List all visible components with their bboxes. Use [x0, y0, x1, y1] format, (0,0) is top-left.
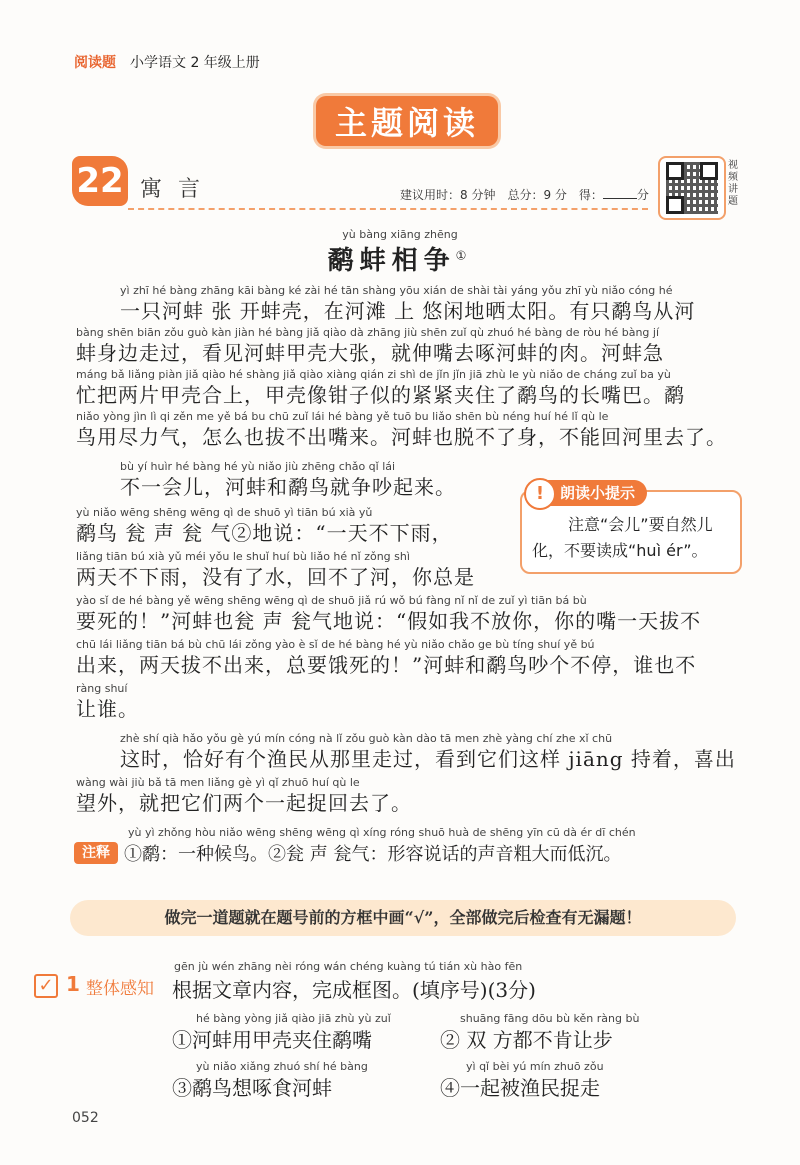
qr-corner-icon	[666, 196, 684, 214]
story-line-text: 让谁。	[76, 697, 139, 721]
story-line-pinyin: liǎng tiān bú xià yǔ méi yǒu le shuǐ huí bù liǎo hé nǐ zǒng shì	[76, 550, 410, 563]
question-checkbox[interactable]: ✓	[34, 974, 58, 998]
header-divider	[128, 208, 648, 210]
story-title	[0, 240, 800, 277]
title-pinyin: yù bàng xiāng zhēng	[342, 228, 458, 241]
story-line-pinyin: ràng shuí	[76, 682, 128, 695]
story-line-text: 这时，恰好有个渔民从那里走过，看到它们这样 jiāng 持着，喜出	[120, 747, 736, 771]
story-line-pinyin: yù niǎo wēng shēng wēng qì de shuō yì tiān bú xià yǔ	[76, 506, 373, 519]
note-pinyin: yù yì zhǒng hòu niǎo wēng shēng wēng qì xíng róng shuō huà de shēng yīn cū dà ér dī chén	[128, 826, 636, 839]
story-line-text: 鹬鸟 瓮 声 瓮 气②地说：“一天不下雨，	[76, 521, 453, 545]
option-3[interactable]: ③鹬鸟想啄食河蚌	[172, 1076, 332, 1100]
story-line-pinyin: zhè shí qià hǎo yǒu gè yú mín cóng nà lǐ zǒu guò kàn dào tā men zhè yàng chí zhe xǐ chū	[120, 732, 613, 745]
story-line	[76, 594, 736, 634]
story-line	[76, 638, 736, 678]
story-line-text: 忙把两片甲壳合上，甲壳像钳子似的紧紧夹住了鹬鸟的长嘴巴。鹬	[76, 383, 685, 407]
story-line	[76, 682, 736, 722]
story-line	[76, 410, 736, 450]
story-line-text: 出来，两天拔不出来，总要饿死的！”河蚌和鹬鸟吵个不停，谁也不	[76, 653, 697, 677]
story-line	[76, 284, 736, 324]
lesson-number-badge	[72, 156, 128, 206]
qr-code[interactable]	[658, 156, 726, 220]
option-4[interactable]: ④一起被渔民捉走	[440, 1076, 600, 1100]
meta-text: 建议用时：8 分钟 总分：9 分 得：	[400, 188, 603, 202]
lesson-meta	[400, 186, 649, 203]
story-line-text: 一只河蚌 张 开蚌壳，在河滩 上 悠闲地晒太阳。有只鹬鸟从河	[120, 299, 696, 323]
story-line-pinyin: máng bǎ liǎng piàn jiǎ qiào hé shàng jiǎ qiào xiàng qián zi shì de jǐn jǐn jiā zhù le yù niǎo de cháng zuǐ ba yù	[76, 368, 671, 381]
story-line-text: 望外，就把它们两个一起捉回去了。	[76, 791, 412, 815]
meta-unit: 分	[636, 188, 649, 202]
exclamation-icon: !	[524, 478, 556, 510]
story-line	[76, 550, 496, 590]
story-line	[76, 776, 736, 816]
lesson-number: 22	[76, 161, 124, 201]
story-line-pinyin: niǎo yòng jìn lì qi zěn me yě bá bu chū zuǐ lái hé bàng yě tuō bu liǎo shēn bù néng huí hé lǐ qù le	[76, 410, 609, 423]
story-line	[76, 506, 496, 546]
story-line-text: 不一会儿，河蚌和鹬鸟就争吵起来。	[120, 475, 456, 499]
note-text: ①鹬：一种候鸟。②瓮 声 瓮气：形容说话的声音粗大而低沉。	[124, 844, 622, 865]
story-line-text: 两天不下雨，没有了水，回不了河，你总是	[76, 565, 475, 589]
title-note-mark: ①	[455, 248, 473, 263]
tip-text: 注意“会儿”要自然儿化，不要读成“huì ér”。	[532, 515, 713, 560]
qr-corner-icon	[700, 162, 718, 180]
option-1[interactable]: ①河蚌用甲壳夹住鹬嘴	[172, 1028, 372, 1052]
story-line-pinyin: bàng shēn biān zǒu guò kàn jiàn hé bàng jiǎ qiào dà zhāng jiù shēn zuǐ qù zhuó hé bàng de ròu hé bàng jí	[76, 326, 660, 339]
story-line-pinyin: yì zhī hé bàng zhāng kāi bàng ké zài hé tān shàng yōu xián de shài tài yáng yǒu zhī yù niǎo cóng hé	[120, 284, 673, 297]
question-number: 1	[66, 972, 80, 996]
story-line-text: 要死的！”河蚌也瓮 声 瓮气地说：“假如我不放你，你的嘴一天拔不	[76, 609, 702, 633]
option-pinyin: yì qǐ bèi yú mín zhuō zǒu	[466, 1060, 604, 1073]
banner-text: 主题阅读	[334, 104, 479, 142]
title-text: 鹬蚌相争	[327, 246, 456, 276]
page-number: 052	[72, 1110, 99, 1126]
section-tag: 阅读题	[74, 55, 116, 71]
story-line	[76, 460, 496, 500]
story-line-pinyin: bù yí huìr hé bàng hé yù niǎo jiù zhēng chǎo qǐ lái	[120, 460, 396, 473]
story-line-pinyin: chū lái liǎng tiān bá bù chū lái zǒng yào è sǐ de hé bàng hé yù niǎo chǎo ge bù tíng shuí yě bú	[76, 638, 595, 651]
question-type: 整体感知	[86, 979, 154, 999]
option-pinyin: shuāng fāng dōu bù kěn ràng bù	[460, 1012, 640, 1025]
theme-banner	[316, 96, 498, 146]
story-line-text: 鸟用尽力气，怎么也拔不出嘴来。河蚌也脱不了身，不能回河里去了。	[76, 425, 727, 449]
story-line-pinyin: yào sǐ de hé bàng yě wēng shēng wēng qì de shuō jiǎ rú wǒ bú fàng nǐ nǐ de zuǐ yì tiān bá bù	[76, 594, 587, 607]
question-pinyin: gēn jù wén zhāng nèi róng wán chéng kuàng tú tián xù hào fēn	[174, 960, 523, 973]
instruction-bar: 做完一道题就在题号前的方框中画“√”，全部做完后检查有无漏题！	[70, 900, 736, 936]
story-line	[76, 732, 736, 772]
tip-heading: 朗读小提示	[526, 480, 647, 506]
story-line-pinyin: wàng wài jiù bǎ tā men liǎng gè yì qǐ zhuō huí qù le	[76, 776, 360, 789]
video-label: 视频讲题	[728, 160, 738, 207]
qr-corner-icon	[666, 162, 684, 180]
question-text: 根据文章内容，完成框图。(填序号)(3分)	[172, 978, 536, 1002]
lesson-name: 寓言	[140, 177, 217, 202]
option-pinyin: yù niǎo xiǎng zhuó shí hé bàng	[196, 1060, 368, 1073]
option-pinyin: hé bàng yòng jiǎ qiào jiā zhù yù zuǐ	[196, 1012, 391, 1025]
story-line	[76, 368, 736, 408]
story-line	[76, 326, 736, 366]
option-2[interactable]: ② 双 方都不肯让步	[440, 1028, 613, 1052]
story-line-text: 蚌身边走过，看见河蚌甲壳大张，就伸嘴去啄河蚌的肉。河蚌急	[76, 341, 664, 365]
book-title: 小学语文 2 年级上册	[130, 55, 260, 71]
note-tag: 注释	[74, 842, 118, 864]
score-blank	[603, 198, 637, 199]
